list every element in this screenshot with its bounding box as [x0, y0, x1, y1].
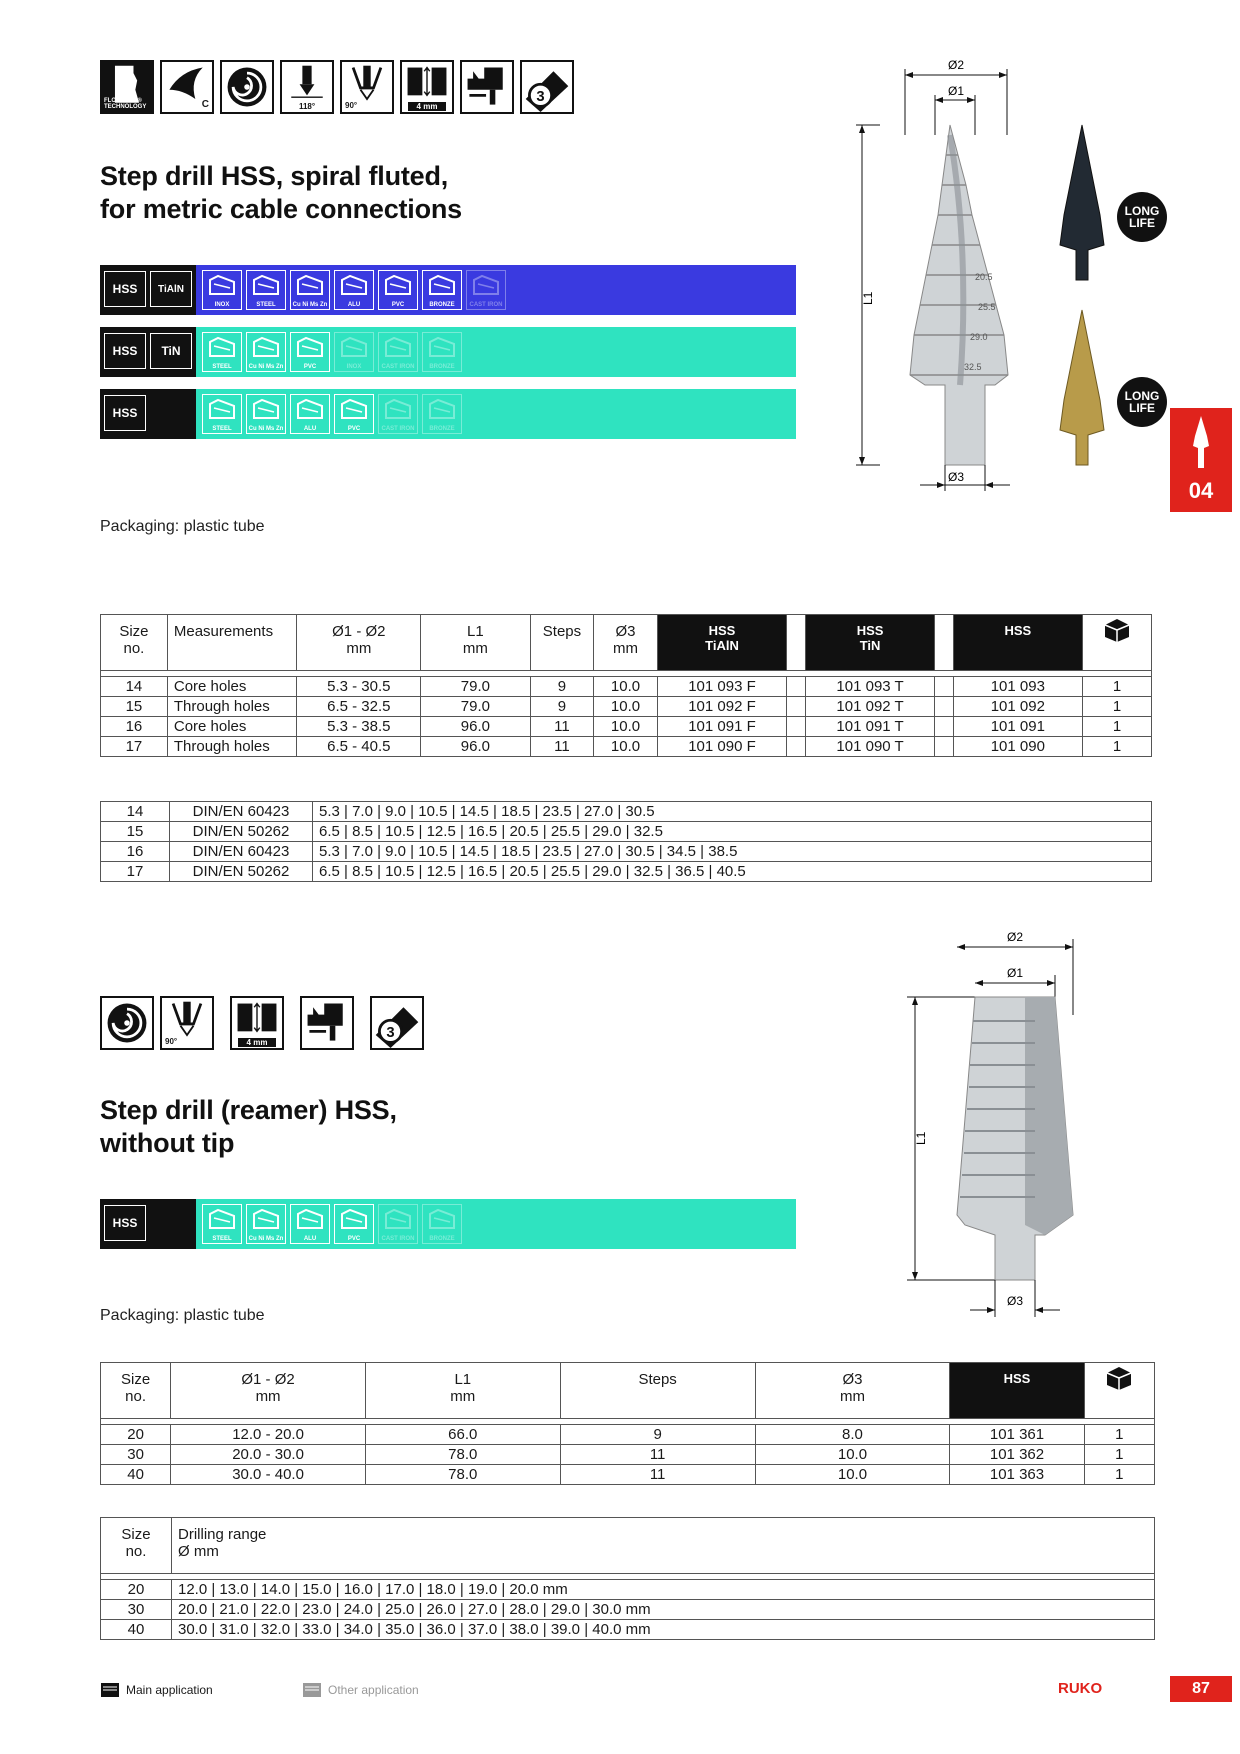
table-cell: 9 — [530, 677, 594, 697]
material-icon: CAST IRON — [466, 270, 506, 310]
table-cell: 101 092 F — [657, 697, 787, 717]
table-row — [101, 802, 1152, 822]
spiral-flute-icon — [220, 60, 274, 114]
material-icon: Cu Ni Ms Zn — [246, 394, 286, 434]
table-row — [101, 717, 1152, 737]
table-cell: 9 — [530, 697, 594, 717]
coating-band — [100, 265, 796, 315]
svg-text:LIFE: LIFE — [1129, 401, 1155, 415]
table-cell: 10.0 — [594, 737, 657, 757]
table-cell: 30.0 - 40.0 — [171, 1465, 366, 1485]
coating-tag: HSS — [104, 1205, 146, 1241]
table-cell: 101 093 T — [805, 677, 934, 697]
packaging-note-2: Packaging: plastic tube — [100, 1307, 265, 1324]
coating-tag: TiAlN — [150, 271, 192, 307]
table-cell: 12.0 | 13.0 | 14.0 | 15.0 | 16.0 | 17.0 | 18.0 | 19.0 | 20.0 mm — [172, 1580, 1155, 1600]
svg-text:29.0: 29.0 — [970, 332, 988, 342]
material-icon: PVC — [334, 394, 374, 434]
material-thickness-4mm-icon: 4 mm — [400, 60, 454, 114]
table-cell: 1 — [1082, 737, 1151, 757]
d1-label: Ø1 — [947, 84, 965, 98]
box-icon — [1084, 1363, 1154, 1419]
legend-other-application: Other application — [302, 1682, 419, 1698]
material-icon: PVC — [378, 270, 418, 310]
d2-label: Ø2 — [947, 58, 965, 72]
table-row — [101, 1600, 1155, 1620]
table-cell: 96.0 — [421, 737, 530, 757]
brand-logo: RUKO — [1058, 1680, 1103, 1697]
table-row — [101, 1445, 1155, 1465]
svg-text:Ø2: Ø2 — [1006, 930, 1024, 944]
material-icon: Cu Ni Ms Zn — [246, 1204, 286, 1244]
hdr-steps: Steps — [530, 615, 594, 671]
svg-text:25.5: 25.5 — [978, 302, 996, 312]
product-table-2: Size no. Ø1 - Ø2 mm L1 mm Steps Ø3 mm HSS 20 12.0 - 20.0 66.0 9 8.0 101 361 1 30 20.0 - 30.0 78.0 11 10.0 101 362 1 40 30.0 - 40.0 78.0 11 10.0 101 363 1 — [100, 1362, 1155, 1485]
table-row — [101, 677, 1152, 697]
material-icon: BRONZE — [422, 270, 462, 310]
table-cell: 20.0 | 21.0 | 22.0 | 23.0 | 24.0 | 25.0 | 26.0 | 27.0 | 28.0 | 29.0 | 30.0 mm — [172, 1600, 1155, 1620]
table-cell: 101 090 T — [805, 737, 934, 757]
material-icon: Cu Ni Ms Zn — [290, 270, 330, 310]
legend-main-application: Main application — [100, 1682, 213, 1698]
point-angle-90-icon: 90° — [160, 996, 214, 1050]
table-cell: 101 363 — [950, 1465, 1084, 1485]
material-icon: Cu Ni Ms Zn — [246, 332, 286, 372]
table-cell: 101 091 F — [657, 717, 787, 737]
material-icon: CAST IRON — [378, 394, 418, 434]
coating-band — [100, 389, 796, 439]
table-cell: 1 — [1084, 1425, 1154, 1445]
table-cell: 9 — [560, 1425, 755, 1445]
material-icon: BRONZE — [422, 1204, 462, 1244]
table-row — [101, 842, 1152, 862]
steps-table-1 — [100, 801, 1152, 882]
point-angle-118-icon: 118° — [280, 60, 334, 114]
table-cell: 101 091 T — [805, 717, 934, 737]
table-cell: DIN/EN 50262 — [170, 862, 313, 882]
table-row — [101, 1620, 1155, 1640]
hdr-hss: HSS — [953, 615, 1082, 671]
d3-label: Ø3 — [947, 470, 965, 484]
table-cell: 8.0 — [755, 1425, 950, 1445]
svg-text:Ø3: Ø3 — [1006, 1294, 1024, 1308]
table-cell: Through holes — [167, 737, 297, 757]
table-cell: 5.3 | 7.0 | 9.0 | 10.5 | 14.5 | 18.5 | 23.5 | 27.0 | 30.5 — [313, 802, 1152, 822]
table-cell: 101 090 — [953, 737, 1082, 757]
table-cell: 10.0 — [594, 677, 657, 697]
table-cell: 20 — [101, 1425, 171, 1445]
table-cell: 101 092 T — [805, 697, 934, 717]
hdr-l1: L1 mm — [421, 615, 530, 671]
table-cell: 17 — [101, 862, 170, 882]
table-cell: DIN/EN 50262 — [170, 822, 313, 842]
svg-text:LIFE: LIFE — [1129, 216, 1155, 230]
material-thickness-4mm-icon: 4 mm — [230, 996, 284, 1050]
coating-band — [100, 327, 796, 377]
table-cell: 10.0 — [594, 697, 657, 717]
page-number: 87 — [1170, 1676, 1232, 1702]
material-icon: ALU — [290, 1204, 330, 1244]
reamer-diagram — [895, 925, 1095, 1325]
svg-text:L1: L1 — [914, 1131, 928, 1145]
table-cell: 15 — [101, 697, 168, 717]
svg-text:LONG: LONG — [1124, 389, 1160, 403]
hdr-d3: Ø3 mm — [594, 615, 657, 671]
table-cell: Through holes — [167, 697, 297, 717]
table-cell: 20 — [101, 1580, 172, 1600]
svg-text:3: 3 — [536, 88, 545, 105]
table-row — [101, 822, 1152, 842]
table-cell: 11 — [530, 737, 594, 757]
table-cell: 6.5 - 40.5 — [297, 737, 421, 757]
table-cell: 40 — [101, 1465, 171, 1485]
table-cell: 5.3 | 7.0 | 9.0 | 10.5 | 14.5 | 18.5 | 23.5 | 27.0 | 30.5 | 34.5 | 38.5 — [313, 842, 1152, 862]
material-icon: CAST IRON — [378, 332, 418, 372]
machine-drill-icon — [460, 60, 514, 114]
three-surface-shank-icon — [370, 996, 424, 1050]
table-cell: 17 — [101, 737, 168, 757]
table-row — [101, 697, 1152, 717]
table-cell: 78.0 — [365, 1465, 560, 1485]
material-icon: STEEL — [202, 332, 242, 372]
step-drill-diagram — [850, 55, 1170, 515]
hdr-d1d2: Ø1 - Ø2 mm — [297, 615, 421, 671]
table-cell: 6.5 | 8.5 | 10.5 | 12.5 | 16.5 | 20.5 | 25.5 | 29.0 | 32.5 — [313, 822, 1152, 842]
material-icon: STEEL — [202, 394, 242, 434]
table-cell: 20.0 - 30.0 — [171, 1445, 366, 1465]
table-cell: 14 — [101, 802, 170, 822]
svg-text:Ø1: Ø1 — [1006, 966, 1024, 980]
table-row — [101, 737, 1152, 757]
svg-text:32.5: 32.5 — [964, 362, 982, 372]
material-icon: INOX — [334, 332, 374, 372]
table-row — [101, 1465, 1155, 1485]
coating-tag: HSS — [104, 333, 146, 369]
point-angle-90-icon: 90° — [340, 60, 394, 114]
table-cell: 1 — [1084, 1445, 1154, 1465]
table-cell: 30 — [101, 1600, 172, 1620]
svg-text:3: 3 — [386, 1024, 395, 1041]
section2-title-line1: Step drill (reamer) HSS, — [100, 1095, 397, 1125]
table-cell: 101 362 — [950, 1445, 1084, 1465]
table-cell: 78.0 — [365, 1445, 560, 1465]
table-cell: 6.5 - 32.5 — [297, 697, 421, 717]
section2-title — [100, 1094, 397, 1160]
material-icon: BRONZE — [422, 332, 462, 372]
table-cell: 11 — [530, 717, 594, 737]
table-cell: Core holes — [167, 677, 297, 697]
packaging-note: Packaging: plastic tube — [100, 518, 265, 535]
table-cell: 101 093 — [953, 677, 1082, 697]
section1-title-line1: Step drill HSS, spiral fluted, — [100, 161, 449, 191]
table-cell: 10.0 — [755, 1465, 950, 1485]
section1-title — [100, 160, 462, 226]
coating-tag: HSS — [104, 395, 146, 431]
flowstep-icon: FLOWSTEP® TECHNOLOGY — [100, 60, 154, 114]
svg-text:LONG: LONG — [1124, 204, 1160, 218]
other-application-icon — [302, 1682, 322, 1698]
table-cell: 30 — [101, 1445, 171, 1465]
table-row — [101, 1580, 1155, 1600]
material-icon: STEEL — [246, 270, 286, 310]
table-cell: 101 090 F — [657, 737, 787, 757]
svg-text:20.5: 20.5 — [975, 272, 993, 282]
material-icon: STEEL — [202, 1204, 242, 1244]
table-cell: 5.3 - 30.5 — [297, 677, 421, 697]
table-cell: 16 — [101, 842, 170, 862]
table-cell: 11 — [560, 1465, 755, 1485]
chapter-number: 04 — [1188, 478, 1214, 503]
product-table-1 — [100, 614, 1152, 757]
table-cell: 11 — [560, 1445, 755, 1465]
chapter-tab — [1170, 408, 1232, 512]
table-cell: 1 — [1082, 717, 1151, 737]
main-application-icon — [100, 1682, 120, 1698]
three-surface-shank-icon — [520, 60, 574, 114]
hdr-hss-tin: HSS TiN — [805, 615, 934, 671]
table-cell: 40 — [101, 1620, 172, 1640]
material-icon: ALU — [290, 394, 330, 434]
table-cell: 10.0 — [755, 1445, 950, 1465]
table-cell: 15 — [101, 822, 170, 842]
cutting-edge-c-icon: C — [160, 60, 214, 114]
material-icon: PVC — [290, 332, 330, 372]
table-cell: 101 361 — [950, 1425, 1084, 1445]
table-cell: 101 093 F — [657, 677, 787, 697]
table-cell: 66.0 — [365, 1425, 560, 1445]
section1-title-line2: for metric cable connections — [100, 194, 462, 224]
table-cell: 6.5 | 8.5 | 10.5 | 12.5 | 16.5 | 20.5 | 25.5 | 29.0 | 32.5 | 36.5 | 40.5 — [313, 862, 1152, 882]
table-cell: 30.0 | 31.0 | 32.0 | 33.0 | 34.0 | 35.0 | 36.0 | 37.0 | 38.0 | 39.0 | 40.0 mm — [172, 1620, 1155, 1640]
material-icon: BRONZE — [422, 394, 462, 434]
hdr-measurements: Measurements — [167, 615, 297, 671]
table-cell: 16 — [101, 717, 168, 737]
table-cell: 79.0 — [421, 697, 530, 717]
table-cell: 1 — [1082, 677, 1151, 697]
spiral-flute-icon — [100, 996, 154, 1050]
material-icon: CAST IRON — [378, 1204, 418, 1244]
table-cell: DIN/EN 60423 — [170, 802, 313, 822]
box-icon — [1082, 615, 1151, 671]
coating-band — [100, 1199, 796, 1249]
hdr-size: Size no. — [101, 615, 168, 671]
hdr-hss-tialn: HSS TiAlN — [657, 615, 787, 671]
table-cell: 14 — [101, 677, 168, 697]
table-cell: 101 092 — [953, 697, 1082, 717]
coating-tag: TiN — [150, 333, 192, 369]
material-icon: ALU — [334, 270, 374, 310]
table-cell: 12.0 - 20.0 — [171, 1425, 366, 1445]
table-cell: 1 — [1084, 1465, 1154, 1485]
table-cell: 101 091 — [953, 717, 1082, 737]
table-row — [101, 1425, 1155, 1445]
table-row — [101, 862, 1152, 882]
table-cell: 10.0 — [594, 717, 657, 737]
section2-title-line2: without tip — [100, 1128, 235, 1158]
table-cell: 1 — [1082, 697, 1151, 717]
machine-drill-icon — [300, 996, 354, 1050]
drill-icon — [1190, 414, 1212, 470]
table-cell: DIN/EN 60423 — [170, 842, 313, 862]
coating-tag: HSS — [104, 271, 146, 307]
material-icon: PVC — [334, 1204, 374, 1244]
table-cell: 5.3 - 38.5 — [297, 717, 421, 737]
l1-label: L1 — [861, 291, 875, 305]
table-cell: Core holes — [167, 717, 297, 737]
material-icon: INOX — [202, 270, 242, 310]
table-cell: 79.0 — [421, 677, 530, 697]
table-cell: 96.0 — [421, 717, 530, 737]
drilling-range-table: Size no. Drilling range Ø mm 20 12.0 | 13.0 | 14.0 | 15.0 | 16.0 | 17.0 | 18.0 | 19.0 | 20.0 mm 30 20.0 | 21.0 | 22.0 | 23.0 | 24.0 | 25.0 | 26.0 | 27.0 | 28.0 | 29.0 | 30.0 mm 40 30.0 | 31.0 | 32.0 | 33.0 | 34.0 | 35.0 | 36.0 | 37.0 | 38.0 | 39.0 | 40.0 mm — [100, 1517, 1155, 1640]
